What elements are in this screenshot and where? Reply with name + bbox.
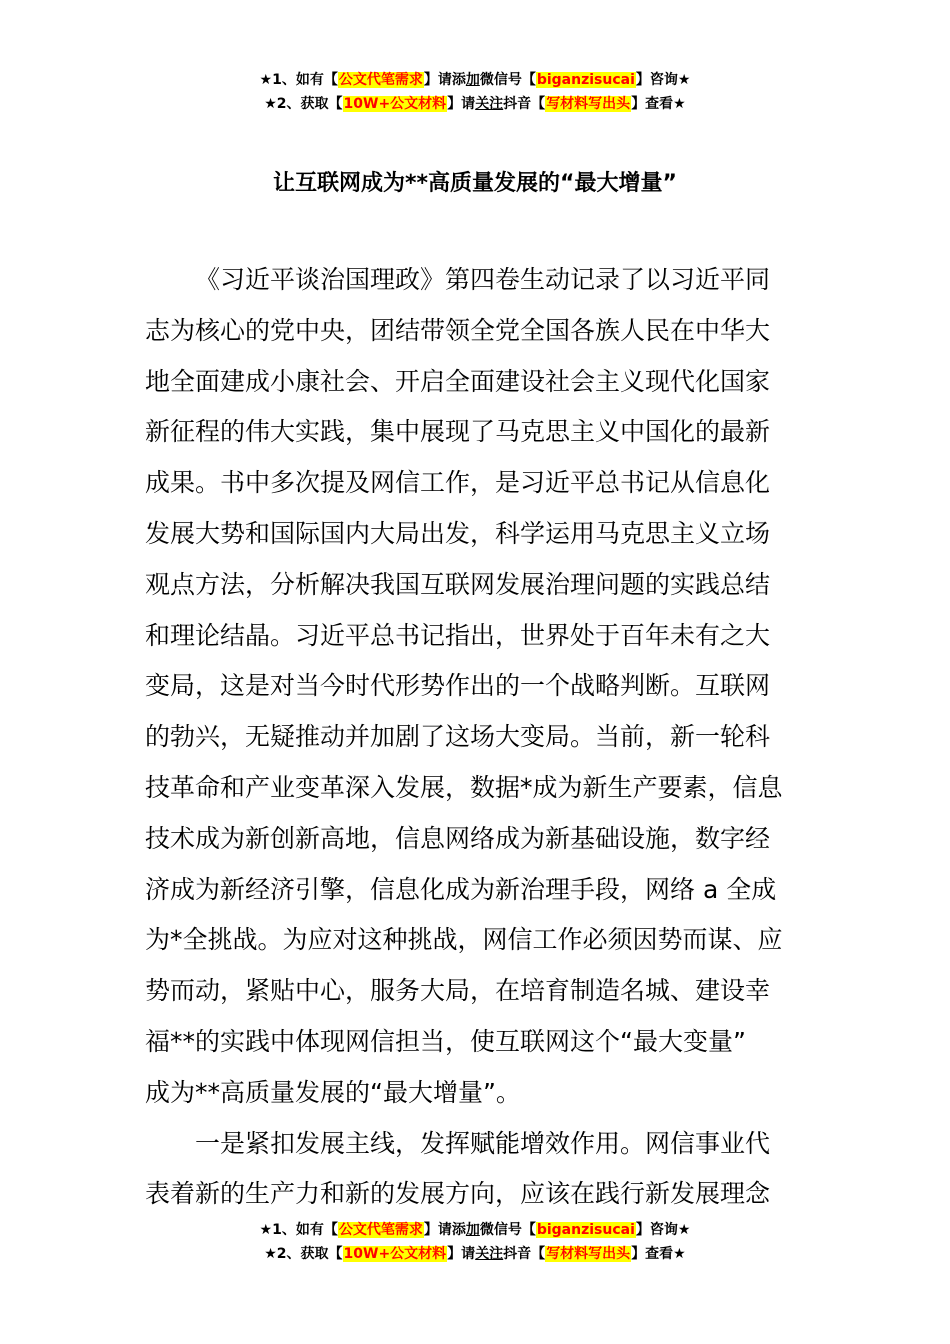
paragraph-line: 和理论结晶。习近平总书记指出，世界处于百年未有之大 [145, 620, 771, 650]
banner-highlight: 公文代笔需求 [338, 1222, 423, 1238]
banner-line-1: ★1、如有【公文代笔需求】请添加微信号【biganzisucai】咨询★ [259, 72, 691, 88]
paragraph-line: 成为**高质量发展的“最大增量”。 [145, 1077, 521, 1107]
banner-underline: 加 [465, 1222, 480, 1238]
banner-underline: 关注 [475, 1246, 504, 1262]
paragraph-line: 济成为新经济引擎，信息化成为新治理手段，网络 a 全成 [145, 874, 777, 904]
paragraph-line: 势而动，紧贴中心，服务大局，在培育制造名城、建设幸 [145, 976, 771, 1006]
banner-wechat-id: biganzisucai [536, 72, 635, 88]
paragraph-line: 技革命和产业变革深入发展，数据*成为新生产要素，信息 [145, 772, 783, 802]
paragraph-line: 福**的实践中体现网信担当，使互联网这个“最大变量” [145, 1026, 746, 1056]
banner-underline: 加 [465, 72, 480, 88]
paragraph-line: 成果。书中多次提及网信工作，是习近平总书记从信息化 [145, 468, 771, 498]
paragraph-line: 新征程的伟大实践，集中展现了马克思主义中国化的最新 [145, 417, 771, 447]
paragraph-line: 《习近平谈治国理政》第四卷生动记录了以习近平同 [195, 265, 771, 294]
banner-highlight: 公文代笔需求 [338, 72, 423, 88]
banner-line-2: ★2、获取【10W+公文材料】请关注抖音【写材料写出头】查看★ [264, 1246, 686, 1262]
paragraph-line: 一是紧扣发展主线，发挥赋能增效作用。网信事业代 [195, 1128, 771, 1158]
paragraph-line: 技术成为新创新高地，信息网络成为新基础设施，数字经 [145, 823, 771, 853]
banner-douyin-id: 写材料写出头 [546, 96, 631, 112]
banner-wechat-id: biganzisucai [536, 1222, 635, 1238]
banner-underline: 关注 [475, 96, 504, 112]
banner-line-1: ★1、如有【公文代笔需求】请添加微信号【biganzisucai】咨询★ [259, 1222, 691, 1238]
banner-line-2: ★2、获取【10W+公文材料】请关注抖音【写材料写出头】查看★ [264, 96, 686, 112]
paragraph-line: 观点方法，分析解决我国互联网发展治理问题的实践总结 [145, 569, 771, 599]
paragraph-line: 为*全挑战。为应对这种挑战，网信工作必须因势而谋、应 [145, 925, 783, 955]
paragraph-line: 变局，这是对当今时代形势作出的一个战略判断。互联网 [145, 671, 771, 701]
header-banner [0, 68, 950, 116]
paragraph-line: 地全面建成小康社会、开启全面建设社会主义现代化国家 [145, 366, 771, 396]
banner-highlight: 10W+公文材料 [343, 96, 447, 112]
paragraph-line: 表着新的生产力和新的发展方向，应该在践行新发展理念 [145, 1179, 771, 1209]
banner-douyin-id: 写材料写出头 [546, 1246, 631, 1262]
paragraph-line: 的勃兴，无疑推动并加剧了这场大变局。当前，新一轮科 [145, 722, 771, 752]
paragraph-line: 志为核心的党中央，团结带领全党全国各族人民在中华大 [145, 315, 771, 345]
paragraph-line: 发展大势和国际国内大局出发，科学运用马克思主义立场 [145, 518, 771, 548]
document-title: 让互联网成为**高质量发展的“最大增量” [273, 171, 677, 196]
document-body [145, 255, 810, 1220]
footer-banner [0, 1218, 950, 1266]
banner-highlight: 10W+公文材料 [343, 1246, 447, 1262]
